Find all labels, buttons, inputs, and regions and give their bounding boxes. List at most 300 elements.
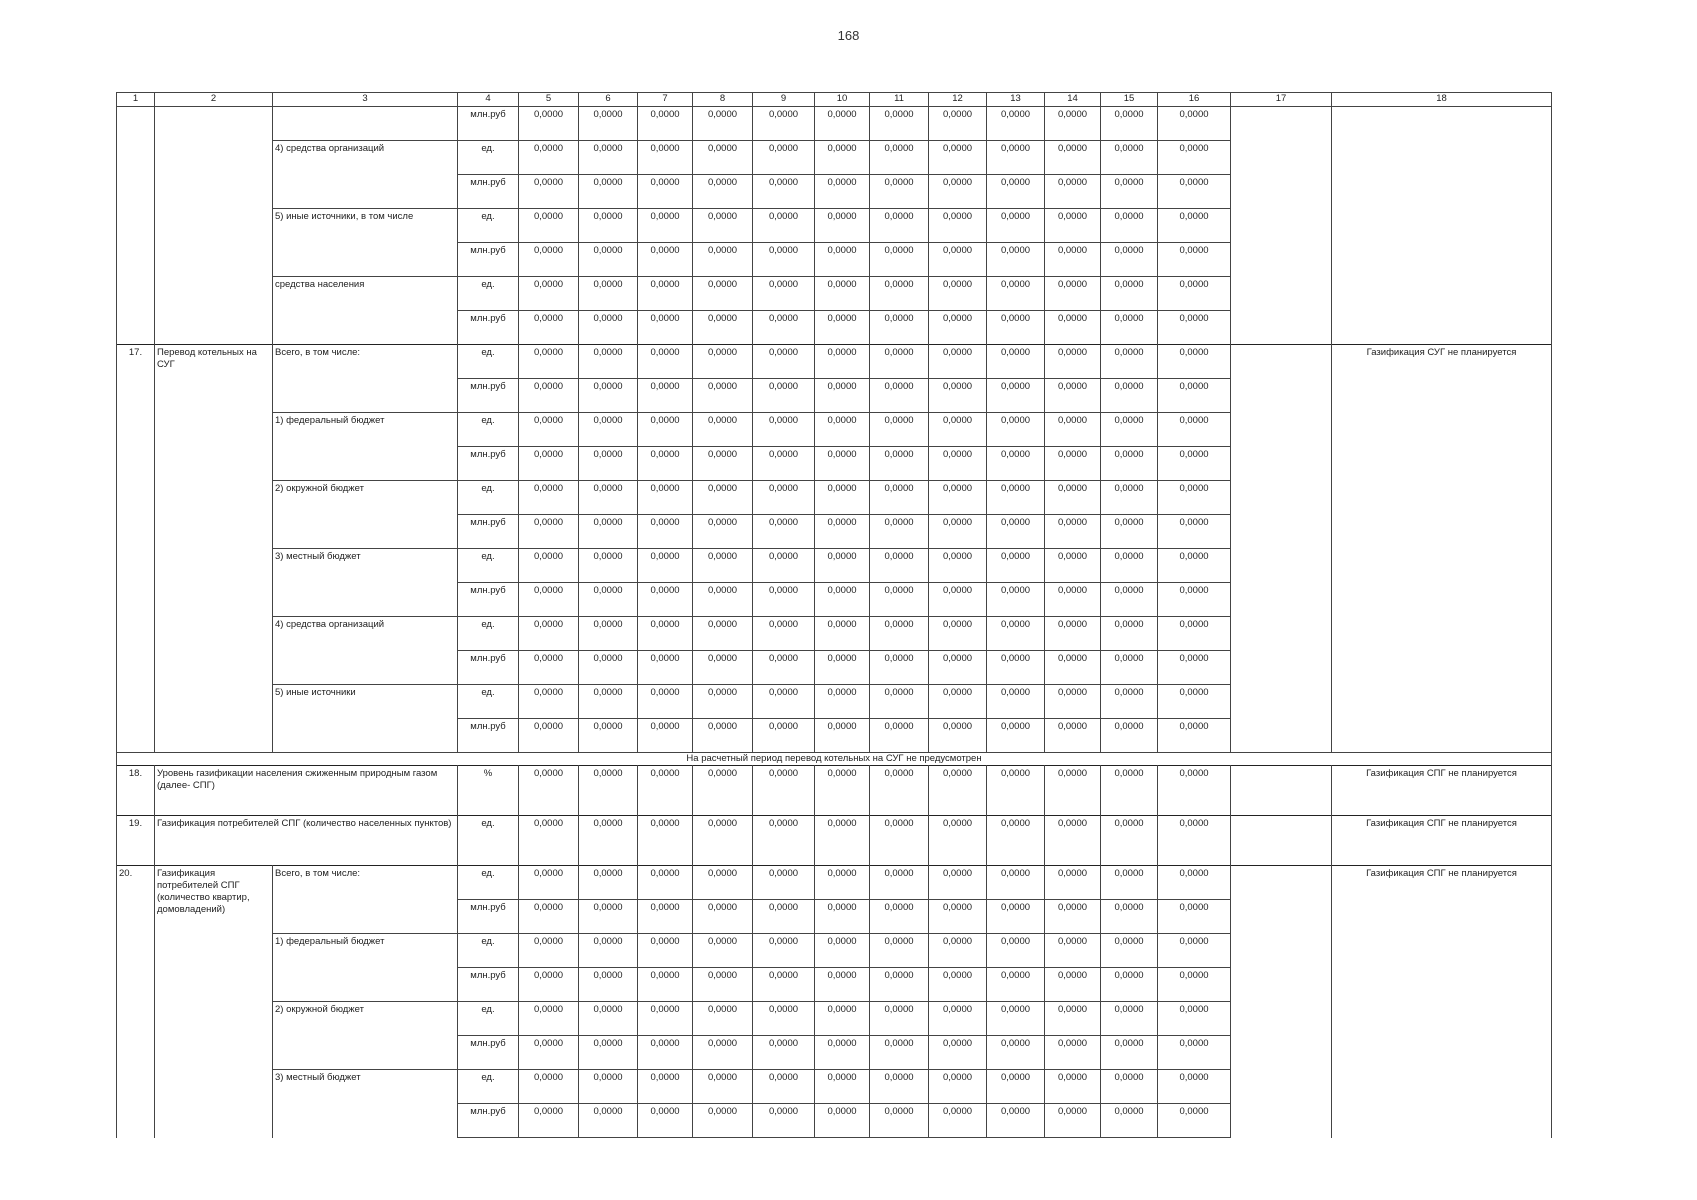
value-cell: 0,0000 <box>519 311 579 345</box>
value-cell: 0,0000 <box>638 447 693 481</box>
value-cell: 0,0000 <box>693 968 753 1002</box>
unit-cell: млн.руб <box>458 583 519 617</box>
unit-cell: ед. <box>458 209 519 243</box>
value-cell: 0,0000 <box>929 515 987 549</box>
value-cell: 0,0000 <box>753 549 815 583</box>
value-cell: 0,0000 <box>987 934 1045 968</box>
value-cell: 0,0000 <box>519 277 579 311</box>
value-cell: 0,0000 <box>870 816 929 866</box>
col-header: 2 <box>155 93 273 107</box>
value-cell: 0,0000 <box>638 175 693 209</box>
col-header: 8 <box>693 93 753 107</box>
value-cell: 0,0000 <box>753 1002 815 1036</box>
unit-cell: млн.руб <box>458 651 519 685</box>
value-cell: 0,0000 <box>579 141 638 175</box>
value-cell: 0,0000 <box>519 583 579 617</box>
value-cell: 0,0000 <box>929 583 987 617</box>
value-cell: 0,0000 <box>579 968 638 1002</box>
value-cell: 0,0000 <box>1101 549 1158 583</box>
value-cell: 0,0000 <box>987 175 1045 209</box>
value-cell: 0,0000 <box>693 549 753 583</box>
value-cell: 0,0000 <box>929 345 987 379</box>
value-cell: 0,0000 <box>929 1036 987 1070</box>
source-cell: 4) средства организаций <box>273 141 458 209</box>
value-cell: 0,0000 <box>519 1070 579 1104</box>
table-note-row <box>117 753 1552 766</box>
value-cell: 0,0000 <box>1158 413 1231 447</box>
value-cell: 0,0000 <box>929 379 987 413</box>
value-cell: 0,0000 <box>815 379 870 413</box>
value-cell: 0,0000 <box>519 1104 579 1138</box>
col17-cell <box>1231 766 1332 816</box>
value-cell: 0,0000 <box>815 651 870 685</box>
col-header: 15 <box>1101 93 1158 107</box>
value-cell: 0,0000 <box>815 311 870 345</box>
value-cell: 0,0000 <box>693 243 753 277</box>
value-cell: 0,0000 <box>870 141 929 175</box>
value-cell: 0,0000 <box>579 209 638 243</box>
value-cell: 0,0000 <box>1158 719 1231 753</box>
value-cell: 0,0000 <box>1045 866 1101 900</box>
value-cell: 0,0000 <box>638 1036 693 1070</box>
value-cell: 0,0000 <box>1045 719 1101 753</box>
value-cell: 0,0000 <box>1045 583 1101 617</box>
col-header: 18 <box>1332 93 1552 107</box>
value-cell: 0,0000 <box>929 413 987 447</box>
value-cell: 0,0000 <box>1101 413 1158 447</box>
value-cell: 0,0000 <box>870 685 929 719</box>
source-cell: 3) местный бюджет <box>273 549 458 617</box>
value-cell: 0,0000 <box>579 900 638 934</box>
value-cell: 0,0000 <box>870 243 929 277</box>
value-cell: 0,0000 <box>987 311 1045 345</box>
value-cell: 0,0000 <box>929 651 987 685</box>
value-cell: 0,0000 <box>870 651 929 685</box>
value-cell: 0,0000 <box>815 277 870 311</box>
value-cell: 0,0000 <box>1101 447 1158 481</box>
value-cell: 0,0000 <box>519 107 579 141</box>
value-cell: 0,0000 <box>815 1070 870 1104</box>
value-cell: 0,0000 <box>870 1070 929 1104</box>
value-cell: 0,0000 <box>753 243 815 277</box>
value-cell: 0,0000 <box>638 243 693 277</box>
col-header: 6 <box>579 93 638 107</box>
value-cell: 0,0000 <box>815 447 870 481</box>
value-cell: 0,0000 <box>1158 1104 1231 1138</box>
unit-cell: ед. <box>458 277 519 311</box>
name-cell <box>155 107 273 345</box>
table-row <box>117 345 1552 379</box>
value-cell: 0,0000 <box>753 175 815 209</box>
value-cell: 0,0000 <box>579 766 638 816</box>
unit-cell: млн.руб <box>458 379 519 413</box>
value-cell: 0,0000 <box>638 311 693 345</box>
value-cell: 0,0000 <box>987 719 1045 753</box>
table-row <box>117 107 1552 141</box>
value-cell: 0,0000 <box>519 934 579 968</box>
col-header: 3 <box>273 93 458 107</box>
unit-cell: ед. <box>458 816 519 866</box>
value-cell: 0,0000 <box>519 413 579 447</box>
value-cell: 0,0000 <box>519 447 579 481</box>
value-cell: 0,0000 <box>1045 651 1101 685</box>
item-note: Газификация СПГ не планируется <box>1332 866 1552 1138</box>
value-cell: 0,0000 <box>753 481 815 515</box>
value-cell: 0,0000 <box>1101 1104 1158 1138</box>
value-cell: 0,0000 <box>1101 141 1158 175</box>
value-cell: 0,0000 <box>929 1070 987 1104</box>
value-cell: 0,0000 <box>638 277 693 311</box>
value-cell: 0,0000 <box>1158 1002 1231 1036</box>
value-cell: 0,0000 <box>1045 243 1101 277</box>
value-cell: 0,0000 <box>870 1002 929 1036</box>
value-cell: 0,0000 <box>1101 209 1158 243</box>
col-header: 17 <box>1231 93 1332 107</box>
col-header: 1 <box>117 93 155 107</box>
value-cell: 0,0000 <box>1158 311 1231 345</box>
value-cell: 0,0000 <box>1101 1070 1158 1104</box>
value-cell: 0,0000 <box>519 175 579 209</box>
value-cell: 0,0000 <box>693 311 753 345</box>
item-note: Газификация СУГ не планируется <box>1332 345 1552 753</box>
value-cell: 0,0000 <box>987 651 1045 685</box>
value-cell: 0,0000 <box>693 1036 753 1070</box>
value-cell: 0,0000 <box>753 311 815 345</box>
unit-cell: млн.руб <box>458 107 519 141</box>
source-cell: 2) окружной бюджет <box>273 481 458 549</box>
item-number: 18. <box>117 766 155 816</box>
value-cell: 0,0000 <box>815 345 870 379</box>
value-cell: 0,0000 <box>1101 243 1158 277</box>
value-cell: 0,0000 <box>753 685 815 719</box>
value-cell: 0,0000 <box>870 1104 929 1138</box>
value-cell: 0,0000 <box>1101 685 1158 719</box>
value-cell: 0,0000 <box>870 719 929 753</box>
value-cell: 0,0000 <box>753 617 815 651</box>
value-cell: 0,0000 <box>693 515 753 549</box>
value-cell: 0,0000 <box>753 900 815 934</box>
value-cell: 0,0000 <box>579 107 638 141</box>
value-cell: 0,0000 <box>519 968 579 1002</box>
unit-cell: млн.руб <box>458 1036 519 1070</box>
value-cell: 0,0000 <box>1045 379 1101 413</box>
value-cell: 0,0000 <box>1158 447 1231 481</box>
unit-cell: % <box>458 766 519 816</box>
value-cell: 0,0000 <box>638 1070 693 1104</box>
value-cell: 0,0000 <box>753 277 815 311</box>
value-cell: 0,0000 <box>753 107 815 141</box>
value-cell: 0,0000 <box>987 345 1045 379</box>
value-cell: 0,0000 <box>1045 1070 1101 1104</box>
col-header: 7 <box>638 93 693 107</box>
value-cell: 0,0000 <box>579 934 638 968</box>
value-cell: 0,0000 <box>1158 175 1231 209</box>
item-name: Газификация потребителей СПГ (количество квартир, домовладений) <box>155 866 273 1138</box>
value-cell: 0,0000 <box>579 816 638 866</box>
value-cell: 0,0000 <box>693 345 753 379</box>
value-cell: 0,0000 <box>870 1036 929 1070</box>
value-cell: 0,0000 <box>987 816 1045 866</box>
value-cell: 0,0000 <box>815 413 870 447</box>
value-cell: 0,0000 <box>987 515 1045 549</box>
value-cell: 0,0000 <box>638 900 693 934</box>
value-cell: 0,0000 <box>638 1104 693 1138</box>
value-cell: 0,0000 <box>579 685 638 719</box>
value-cell: 0,0000 <box>987 379 1045 413</box>
value-cell: 0,0000 <box>1045 1104 1101 1138</box>
value-cell: 0,0000 <box>1158 651 1231 685</box>
value-cell: 0,0000 <box>579 866 638 900</box>
value-cell: 0,0000 <box>1045 1036 1101 1070</box>
value-cell: 0,0000 <box>870 968 929 1002</box>
value-cell: 0,0000 <box>1158 345 1231 379</box>
value-cell: 0,0000 <box>815 141 870 175</box>
value-cell: 0,0000 <box>929 685 987 719</box>
value-cell: 0,0000 <box>693 277 753 311</box>
unit-cell: ед. <box>458 685 519 719</box>
value-cell: 0,0000 <box>815 766 870 816</box>
value-cell: 0,0000 <box>929 968 987 1002</box>
value-cell: 0,0000 <box>693 651 753 685</box>
value-cell: 0,0000 <box>929 900 987 934</box>
value-cell: 0,0000 <box>815 968 870 1002</box>
value-cell: 0,0000 <box>1045 481 1101 515</box>
value-cell: 0,0000 <box>987 413 1045 447</box>
value-cell: 0,0000 <box>987 141 1045 175</box>
value-cell: 0,0000 <box>693 107 753 141</box>
value-cell: 0,0000 <box>519 617 579 651</box>
unit-cell: млн.руб <box>458 968 519 1002</box>
value-cell: 0,0000 <box>519 651 579 685</box>
value-cell: 0,0000 <box>870 934 929 968</box>
value-cell: 0,0000 <box>638 379 693 413</box>
unit-cell: млн.руб <box>458 447 519 481</box>
value-cell: 0,0000 <box>638 107 693 141</box>
value-cell: 0,0000 <box>1045 549 1101 583</box>
value-cell: 0,0000 <box>753 866 815 900</box>
value-cell: 0,0000 <box>519 549 579 583</box>
value-cell: 0,0000 <box>753 934 815 968</box>
value-cell: 0,0000 <box>1045 413 1101 447</box>
value-cell: 0,0000 <box>519 209 579 243</box>
value-cell: 0,0000 <box>987 900 1045 934</box>
value-cell: 0,0000 <box>638 345 693 379</box>
value-cell: 0,0000 <box>519 379 579 413</box>
value-cell: 0,0000 <box>1158 583 1231 617</box>
value-cell: 0,0000 <box>638 583 693 617</box>
unit-cell: млн.руб <box>458 175 519 209</box>
value-cell: 0,0000 <box>1158 243 1231 277</box>
unit-cell: ед. <box>458 345 519 379</box>
value-cell: 0,0000 <box>1158 1070 1231 1104</box>
value-cell: 0,0000 <box>693 209 753 243</box>
note-cell <box>1332 107 1552 345</box>
value-cell: 0,0000 <box>815 685 870 719</box>
value-cell: 0,0000 <box>987 1002 1045 1036</box>
table-row <box>117 866 1552 900</box>
value-cell: 0,0000 <box>638 481 693 515</box>
unit-cell: ед. <box>458 866 519 900</box>
value-cell: 0,0000 <box>753 968 815 1002</box>
value-cell: 0,0000 <box>753 719 815 753</box>
value-cell: 0,0000 <box>929 481 987 515</box>
value-cell: 0,0000 <box>929 934 987 968</box>
value-cell: 0,0000 <box>638 413 693 447</box>
value-cell: 0,0000 <box>753 1070 815 1104</box>
value-cell: 0,0000 <box>1045 141 1101 175</box>
unit-cell: ед. <box>458 617 519 651</box>
value-cell: 0,0000 <box>870 766 929 816</box>
col17-cell <box>1231 866 1332 1138</box>
value-cell: 0,0000 <box>987 447 1045 481</box>
value-cell: 0,0000 <box>1045 209 1101 243</box>
value-cell: 0,0000 <box>987 766 1045 816</box>
value-cell: 0,0000 <box>870 515 929 549</box>
value-cell: 0,0000 <box>815 243 870 277</box>
value-cell: 0,0000 <box>870 866 929 900</box>
value-cell: 0,0000 <box>1045 617 1101 651</box>
unit-cell: млн.руб <box>458 515 519 549</box>
source-cell: 3) местный бюджет <box>273 1070 458 1138</box>
value-cell: 0,0000 <box>638 1002 693 1036</box>
unit-cell: ед. <box>458 141 519 175</box>
value-cell: 0,0000 <box>1101 1036 1158 1070</box>
value-cell: 0,0000 <box>693 934 753 968</box>
value-cell: 0,0000 <box>1158 968 1231 1002</box>
value-cell: 0,0000 <box>693 141 753 175</box>
value-cell: 0,0000 <box>815 617 870 651</box>
value-cell: 0,0000 <box>870 379 929 413</box>
value-cell: 0,0000 <box>1101 345 1158 379</box>
value-cell: 0,0000 <box>753 766 815 816</box>
value-cell: 0,0000 <box>1158 1036 1231 1070</box>
value-cell: 0,0000 <box>638 515 693 549</box>
value-cell: 0,0000 <box>693 583 753 617</box>
value-cell: 0,0000 <box>519 1002 579 1036</box>
value-cell: 0,0000 <box>1101 583 1158 617</box>
value-cell: 0,0000 <box>1045 107 1101 141</box>
value-cell: 0,0000 <box>815 107 870 141</box>
value-cell: 0,0000 <box>753 447 815 481</box>
value-cell: 0,0000 <box>870 311 929 345</box>
unit-cell: ед. <box>458 934 519 968</box>
value-cell: 0,0000 <box>1045 447 1101 481</box>
value-cell: 0,0000 <box>693 766 753 816</box>
value-cell: 0,0000 <box>1101 766 1158 816</box>
value-cell: 0,0000 <box>815 515 870 549</box>
col-header: 14 <box>1045 93 1101 107</box>
value-cell: 0,0000 <box>753 1104 815 1138</box>
value-cell: 0,0000 <box>579 1036 638 1070</box>
value-cell: 0,0000 <box>1101 968 1158 1002</box>
value-cell: 0,0000 <box>579 379 638 413</box>
value-cell: 0,0000 <box>693 447 753 481</box>
table-row <box>117 816 1552 866</box>
value-cell: 0,0000 <box>1101 481 1158 515</box>
value-cell: 0,0000 <box>1158 816 1231 866</box>
col-header: 4 <box>458 93 519 107</box>
value-cell: 0,0000 <box>929 447 987 481</box>
value-cell: 0,0000 <box>1101 934 1158 968</box>
value-cell: 0,0000 <box>987 617 1045 651</box>
unit-cell: ед. <box>458 413 519 447</box>
unit-cell: млн.руб <box>458 243 519 277</box>
value-cell: 0,0000 <box>1158 934 1231 968</box>
value-cell: 0,0000 <box>1045 685 1101 719</box>
value-cell: 0,0000 <box>579 345 638 379</box>
source-cell: 5) иные источники, в том числе <box>273 209 458 277</box>
value-cell: 0,0000 <box>579 311 638 345</box>
value-cell: 0,0000 <box>870 413 929 447</box>
value-cell: 0,0000 <box>815 549 870 583</box>
source-cell: Всего, в том числе: <box>273 345 458 413</box>
value-cell: 0,0000 <box>638 866 693 900</box>
value-cell: 0,0000 <box>1158 549 1231 583</box>
col17-cell <box>1231 345 1332 753</box>
value-cell: 0,0000 <box>579 651 638 685</box>
value-cell: 0,0000 <box>753 816 815 866</box>
value-cell: 0,0000 <box>638 816 693 866</box>
value-cell: 0,0000 <box>929 107 987 141</box>
value-cell: 0,0000 <box>1101 651 1158 685</box>
value-cell: 0,0000 <box>815 175 870 209</box>
table-row <box>117 766 1552 816</box>
value-cell: 0,0000 <box>929 277 987 311</box>
value-cell: 0,0000 <box>1158 277 1231 311</box>
column-number-row <box>117 93 1552 107</box>
source-cell <box>273 107 458 141</box>
item-number: 17. <box>117 345 155 753</box>
value-cell: 0,0000 <box>693 900 753 934</box>
source-cell: средства населения <box>273 277 458 345</box>
value-cell: 0,0000 <box>870 107 929 141</box>
value-cell: 0,0000 <box>815 1104 870 1138</box>
value-cell: 0,0000 <box>1158 515 1231 549</box>
value-cell: 0,0000 <box>929 175 987 209</box>
value-cell: 0,0000 <box>753 209 815 243</box>
value-cell: 0,0000 <box>870 549 929 583</box>
source-cell: 2) окружной бюджет <box>273 1002 458 1070</box>
value-cell: 0,0000 <box>929 816 987 866</box>
value-cell: 0,0000 <box>987 243 1045 277</box>
item-number: 20. <box>117 866 155 1138</box>
value-cell: 0,0000 <box>1045 311 1101 345</box>
value-cell: 0,0000 <box>870 175 929 209</box>
value-cell: 0,0000 <box>929 1002 987 1036</box>
value-cell: 0,0000 <box>987 1070 1045 1104</box>
value-cell: 0,0000 <box>638 141 693 175</box>
value-cell: 0,0000 <box>1045 766 1101 816</box>
investment-table <box>116 92 1552 1138</box>
source-cell: 5) иные источники <box>273 685 458 753</box>
value-cell: 0,0000 <box>579 1104 638 1138</box>
value-cell: 0,0000 <box>638 719 693 753</box>
value-cell: 0,0000 <box>1101 617 1158 651</box>
value-cell: 0,0000 <box>1158 107 1231 141</box>
unit-cell: млн.руб <box>458 1104 519 1138</box>
value-cell: 0,0000 <box>519 141 579 175</box>
value-cell: 0,0000 <box>519 243 579 277</box>
value-cell: 0,0000 <box>987 866 1045 900</box>
item-note: Газификация СПГ не планируется <box>1332 816 1552 866</box>
item-name: Газификация потребителей СПГ (количество населенных пунктов) <box>155 816 458 866</box>
value-cell: 0,0000 <box>1101 277 1158 311</box>
value-cell: 0,0000 <box>815 209 870 243</box>
value-cell: 0,0000 <box>987 549 1045 583</box>
value-cell: 0,0000 <box>753 345 815 379</box>
value-cell: 0,0000 <box>929 209 987 243</box>
value-cell: 0,0000 <box>693 1070 753 1104</box>
